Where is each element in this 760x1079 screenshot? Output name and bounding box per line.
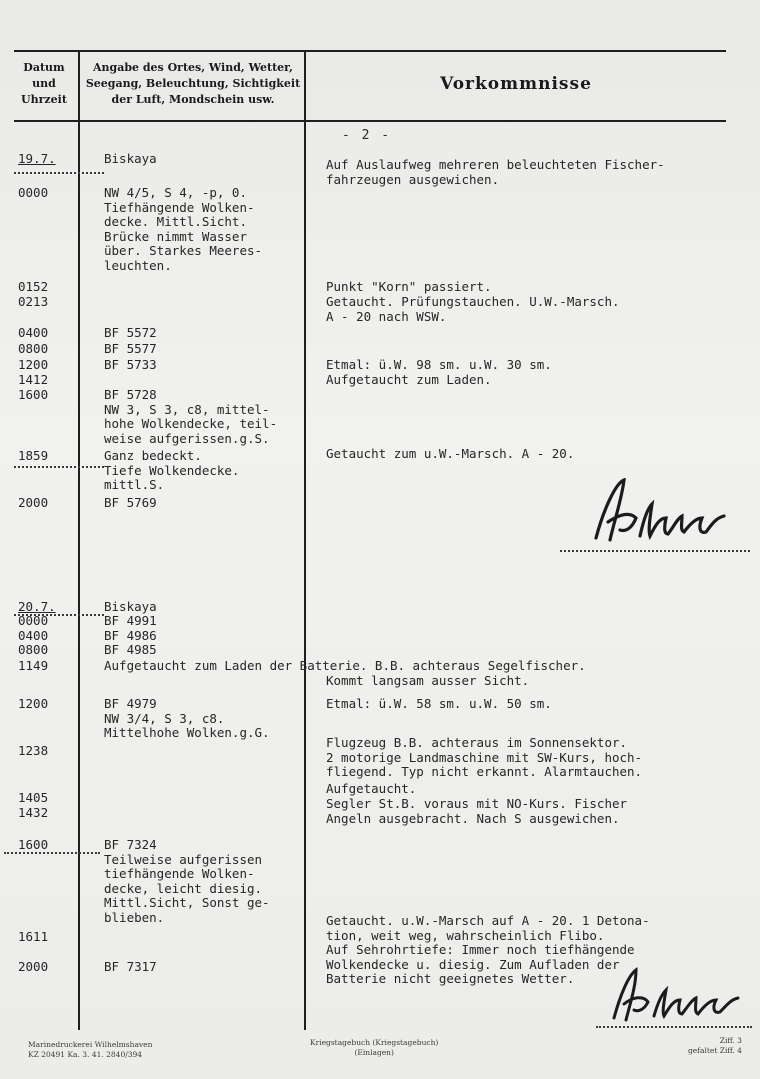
entry-date: 19.7. [18, 151, 56, 166]
header-events: Vorkommnisse [440, 74, 592, 94]
entry-place: Aufgetaucht zum Laden der Batterie. B.B. achteraus Segelfischer. [104, 658, 586, 673]
entry-date: 20.7. [18, 599, 56, 614]
footer-folding: Ziff. 3 gefaltet Ziff. 4 [688, 1036, 742, 1055]
header-date-line-2: und [32, 77, 56, 90]
entry-time: 0800 [18, 341, 49, 356]
entry-time: 1238 [18, 743, 49, 758]
entry-place: BF 5572 [104, 325, 157, 340]
commander-signature-2 [606, 966, 746, 1026]
entry-time: 0213 [18, 294, 49, 309]
footer-printer: Marinedruckerei Wilhelmshaven KZ 20491 Ka. 3. 41. 2840/394 [28, 1040, 153, 1059]
entry-time: 1600 [18, 837, 49, 852]
entry-place: BF 7324 Teilweise aufgerissen tiefhängende Wolken- decke, leicht diesig. Mittl.Sicht, Sonst ge- blieben. [104, 837, 270, 925]
entry-time: 0400 [18, 325, 49, 340]
entry-place: BF 5733 [104, 357, 157, 372]
entry-place: BF 5577 [104, 341, 157, 356]
entry-event: Aufgetaucht zum Laden. [326, 372, 492, 387]
entry-event: Getaucht. Prüfungstauchen. U.W.-Marsch. A - 20 nach WSW. [326, 294, 620, 324]
entry-place: Biskaya [104, 151, 157, 166]
dotted-separator [14, 466, 104, 468]
entry-time: 2000 [18, 959, 49, 974]
entry-time: 1432 [18, 805, 49, 820]
page-number: - 2 - [342, 128, 392, 143]
entry-time: 1405 [18, 790, 49, 805]
entry-time: 0400 [18, 628, 49, 643]
entry-time: 0152 [18, 279, 49, 294]
entry-time: 2000 [18, 495, 49, 510]
entry-event: Kommt langsam ausser Sicht. [326, 673, 530, 688]
commander-signature [586, 478, 736, 548]
header-place-weather [80, 60, 306, 108]
entry-time: 1600 [18, 387, 49, 402]
entry-event: Aufgetaucht. [326, 781, 417, 796]
entry-event: Getaucht. u.W.-Marsch auf A - 20. 1 Detona- tion, weit weg, wahrscheinlich Flibo. Auf Sehrohrtiefe: Immer noch tiefhängende Wolkendecke u. diesig. Zum Aufladen der Batterie nicht geeignetes Wetter. [326, 913, 650, 987]
entry-time: 1611 [18, 929, 49, 944]
header-place-line-2: Seegang, Beleuchtung, Sichtigkeit [85, 77, 301, 90]
footer-form-name: Kriegstagebuch (Kriegstagebuch) (Einlagen) [310, 1038, 439, 1057]
entry-place: BF 7317 [104, 959, 157, 974]
entry-event: Segler St.B. voraus mit NO-Kurs. Fischer Angeln ausgebracht. Nach S ausgewichen. [326, 796, 628, 826]
header-bottom-rule [14, 120, 726, 122]
entry-place: BF 5728 NW 3, S 3, c8, mittel- hohe Wolkendecke, teil- weise aufgerissen.g.S. [104, 387, 278, 446]
entry-event: Punkt "Korn" passiert. [326, 279, 492, 294]
entry-time: 1859 [18, 448, 49, 463]
entry-place: BF 4986 [104, 628, 157, 643]
entry-time: 1200 [18, 357, 49, 372]
top-rule [14, 50, 726, 52]
entry-time: 1200 [18, 696, 49, 711]
header-place-line-3: der Luft, Mondschein usw. [111, 93, 275, 106]
entry-place: Ganz bedeckt. Tiefe Wolkendecke. mittl.S. [104, 448, 240, 493]
entry-event: Flugzeug B.B. achteraus im Sonnensektor. 2 motorige Landmaschine mit SW-Kurs, hoch- fliegend. Typ nicht erkannt. Alarmtauchen. [326, 735, 643, 780]
signature-dotted-line-2 [596, 1026, 752, 1028]
header-date-time [14, 60, 74, 108]
entry-time: 1412 [18, 372, 49, 387]
column-divider-place [304, 50, 306, 1030]
entry-event: Etmal: ü.W. 58 sm. u.W. 50 sm. [326, 696, 552, 711]
entry-place: BF 4979 NW 3/4, S 3, c8. Mittelhohe Wolken.g.G. [104, 696, 270, 741]
header-date-line-3: Uhrzeit [21, 93, 67, 106]
column-divider-date [78, 50, 80, 1030]
header-place-line-1: Angabe des Ortes, Wind, Wetter, [92, 61, 294, 74]
entry-event: Etmal: ü.W. 98 sm. u.W. 30 sm. [326, 357, 552, 372]
dotted-underline [14, 172, 104, 174]
entry-place: BF 4991 [104, 613, 157, 628]
entry-place: BF 4985 [104, 642, 157, 657]
signature-dotted-line [560, 550, 750, 552]
entry-time: 0800 [18, 642, 49, 657]
entry-event: Getaucht zum u.W.-Marsch. A - 20. [326, 446, 575, 461]
entry-place: BF 5769 [104, 495, 157, 510]
header-date-line-1: Datum [23, 61, 65, 74]
entry-time: 0000 [18, 613, 49, 628]
entry-time: 1149 [18, 658, 49, 673]
entry-time: 0000 [18, 185, 49, 200]
entry-place: NW 4/5, S 4, -p, 0. Tiefhängende Wolken- decke. Mittl.Sicht. Brücke nimmt Wasser über. Starkes Meeres- leuchten. [104, 185, 263, 273]
entry-event: Auf Auslaufweg mehreren beleuchteten Fischer- fahrzeugen ausgewichen. [326, 157, 665, 187]
entry-place: Biskaya [104, 599, 157, 614]
